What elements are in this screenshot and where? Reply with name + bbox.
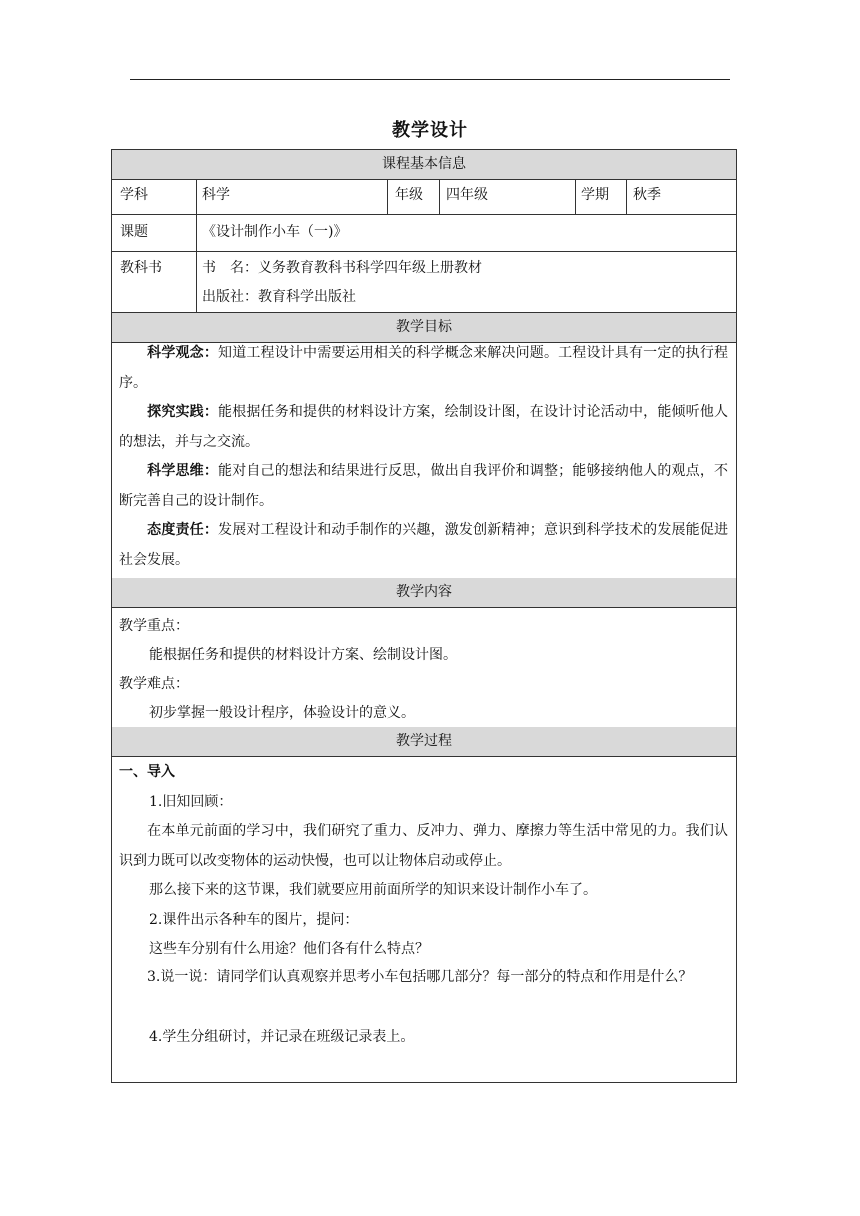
basic-info-header: 课程基本信息 bbox=[112, 150, 736, 180]
objective-item bbox=[119, 456, 728, 516]
review-text: 在本单元前面的学习中，我们研究了重力、反冲力、弹力、摩擦力等生活中常见的力。我们认识到力既可以改变物体的运动快慢，也可以让物体启动或停止。 bbox=[119, 823, 728, 869]
intro-text: 那么接下来的这节课，我们就要应用前面所学的知识来设计制作小车了。 bbox=[149, 882, 597, 898]
col-divider bbox=[439, 180, 440, 214]
content-header: 教学内容 bbox=[112, 578, 736, 608]
col-divider bbox=[575, 180, 576, 214]
objective-title: 科学观念： bbox=[147, 345, 219, 361]
row-divider bbox=[112, 214, 736, 215]
book-name-line: 书 名：义务教育教科书科学四年级上册教材 bbox=[202, 260, 482, 276]
objective-item bbox=[119, 397, 728, 457]
objectives-header: 教学目标 bbox=[112, 313, 736, 343]
col-divider bbox=[626, 180, 627, 214]
textbook-label: 教科书 bbox=[120, 260, 162, 276]
objective-title: 探究实践： bbox=[147, 404, 219, 420]
objective-text: 发展对工程设计和动手制作的兴趣，激发创新精神；意识到科学技术的发展能促进社会发展。 bbox=[119, 522, 729, 568]
subject-value: 科学 bbox=[202, 187, 230, 203]
key-point-text: 能根据任务和提供的材料设计方案、绘制设计图。 bbox=[149, 647, 457, 663]
objective-text: 能对自己的想法和结果进行反思，做出自我评价和调整；能够接纳他人的观点，不断完善自己的设计制作。 bbox=[119, 463, 729, 509]
objective-text: 能根据任务和提供的材料设计方案，绘制设计图，在设计讨论活动中，能倾听他人的想法，并与之交流。 bbox=[119, 404, 729, 450]
topic-label: 课题 bbox=[120, 224, 148, 240]
row-divider bbox=[112, 251, 736, 252]
objective-title: 科学思维： bbox=[147, 463, 219, 479]
objective-item bbox=[119, 338, 728, 398]
process-header: 教学过程 bbox=[112, 727, 736, 757]
subject-label: 学科 bbox=[120, 187, 148, 203]
step-pictures: 2.课件出示各种车的图片，提问： bbox=[149, 912, 359, 928]
term-value: 秋季 bbox=[633, 187, 661, 203]
step-discuss-text: 3.说一说：请同学们认真观察并思考小车包括哪几部分？每一部分的特点和作用是什么？ bbox=[147, 969, 693, 985]
document-title: 教学设计 bbox=[392, 120, 468, 141]
review-paragraph bbox=[119, 816, 728, 876]
process-section-title: 一、导入 bbox=[119, 764, 175, 780]
key-point-label: 教学重点： bbox=[119, 618, 189, 634]
step-discuss-paragraph bbox=[119, 962, 728, 992]
publisher-line: 出版社：教育科学出版社 bbox=[202, 289, 356, 305]
grade-label: 年级 bbox=[395, 187, 423, 203]
topic-value: 《设计制作小车（一)》 bbox=[202, 224, 348, 240]
step-group-work: 4.学生分组研讨，并记录在班级记录表上。 bbox=[149, 1029, 415, 1045]
objective-title: 态度责任： bbox=[147, 522, 219, 538]
col-divider bbox=[196, 180, 197, 312]
objective-text: 知道工程设计中需要运用相关的科学概念来解决问题。工程设计具有一定的执行程序。 bbox=[119, 345, 729, 391]
difficulty-text: 初步掌握一般设计程序，体验设计的意义。 bbox=[149, 705, 415, 721]
grade-value: 四年级 bbox=[446, 187, 488, 203]
question-text: 这些车分别有什么用途？他们各有什么特点？ bbox=[149, 941, 429, 957]
lesson-plan-table bbox=[111, 149, 737, 1083]
difficulty-label: 教学难点： bbox=[119, 676, 189, 692]
step-review: 1.旧知回顾： bbox=[149, 794, 233, 810]
header-rule bbox=[130, 79, 730, 80]
term-label: 学期 bbox=[581, 187, 609, 203]
col-divider bbox=[387, 180, 388, 214]
objective-item bbox=[119, 515, 728, 575]
